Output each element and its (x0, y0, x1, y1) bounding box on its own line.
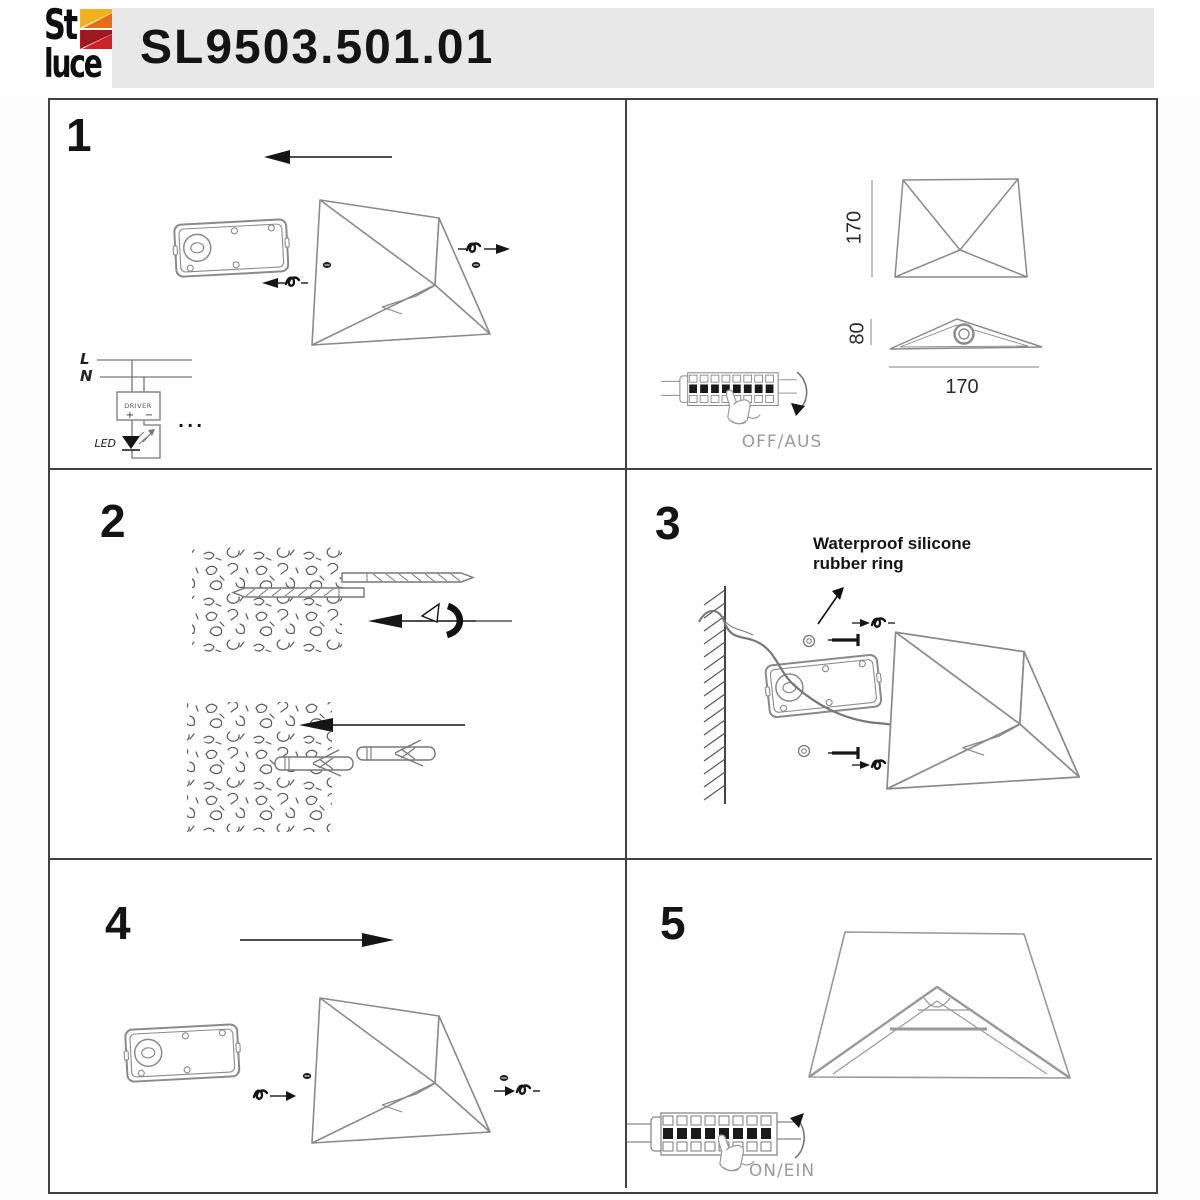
lampshade-drawing (887, 632, 1079, 789)
plus-terminal-label: + (125, 410, 135, 421)
step-number: 1 (66, 109, 92, 161)
arrow-right-icon (240, 933, 394, 947)
circuit-breaker-icon (627, 1113, 801, 1155)
logo-text-top: St (44, 0, 76, 49)
screw-head-icon (303, 1073, 311, 1079)
waterproof-ring-note: Waterproof silicone rubber ring (813, 534, 972, 573)
panel-step-2 (50, 470, 627, 860)
product-code-title: SL9503.501.01 (140, 21, 495, 74)
minus-terminal-label: − (144, 410, 154, 421)
title-band (112, 8, 1154, 88)
lampshade-drawing (312, 200, 490, 345)
front-view-drawing (895, 179, 1027, 277)
wall-surface-drawing (192, 547, 342, 652)
led-diode-symbol (122, 436, 140, 449)
drill-bit-icon (342, 573, 473, 582)
switch-off-arrow-icon (791, 372, 807, 416)
screw-icon (458, 244, 510, 254)
silicone-ring-icon (799, 746, 810, 757)
mounting-plate-drawing (172, 219, 291, 277)
panel-step-5 (627, 860, 1152, 1188)
screw-icon (852, 619, 895, 627)
silicone-ring-icon (804, 636, 815, 647)
rotate-arrow-icon (422, 604, 512, 635)
callout-arrow-icon (818, 587, 844, 624)
screw-icon (494, 1086, 540, 1096)
wall-anchor-icon (357, 740, 435, 766)
screw-icon (828, 634, 858, 646)
power-off-label: OFF/AUS (741, 432, 823, 452)
depth-dimension-label: 80 (846, 322, 869, 345)
line-wire-label: L (80, 350, 90, 368)
screw-icon (262, 278, 308, 288)
logo-text-bottom: luce (44, 42, 101, 87)
ellipsis-label: ... (178, 412, 206, 431)
wall-section-drawing (704, 586, 725, 804)
instruction-grid (48, 98, 1158, 1194)
arrow-left-icon (264, 150, 392, 164)
led-label: LED (94, 437, 116, 450)
header (0, 0, 1200, 96)
mounting-plate-drawing (123, 1024, 242, 1082)
driver-label: DRIVER (124, 402, 152, 410)
step-number: 3 (655, 497, 681, 549)
drill-bit-icon (233, 588, 364, 597)
screw-head-icon (323, 262, 331, 268)
width-dimension-label: 170 (945, 376, 979, 398)
step-number: 4 (105, 897, 131, 949)
panel-dimensions (627, 100, 1152, 470)
screw-head-icon (500, 1075, 508, 1081)
screw-icon (828, 747, 858, 759)
mounted-lamp-drawing (809, 932, 1070, 1078)
switch-on-arrow-icon (790, 1113, 804, 1158)
power-on-label: ON/EIN (748, 1161, 816, 1181)
arrow-left-icon (299, 718, 465, 732)
panel-step-1 (50, 100, 627, 470)
lampshade-drawing (312, 998, 490, 1143)
top-view-drawing (890, 319, 1042, 349)
neutral-wire-label: N (80, 367, 93, 385)
screw-head-icon (472, 262, 480, 268)
height-dimension-label: 170 (843, 210, 866, 245)
mounting-plate-drawing (763, 654, 884, 718)
screw-icon (254, 1091, 296, 1101)
panel-step-3 (627, 470, 1152, 860)
step-number: 5 (660, 897, 686, 949)
step-number: 2 (100, 495, 126, 547)
panel-step-4 (50, 860, 627, 1188)
